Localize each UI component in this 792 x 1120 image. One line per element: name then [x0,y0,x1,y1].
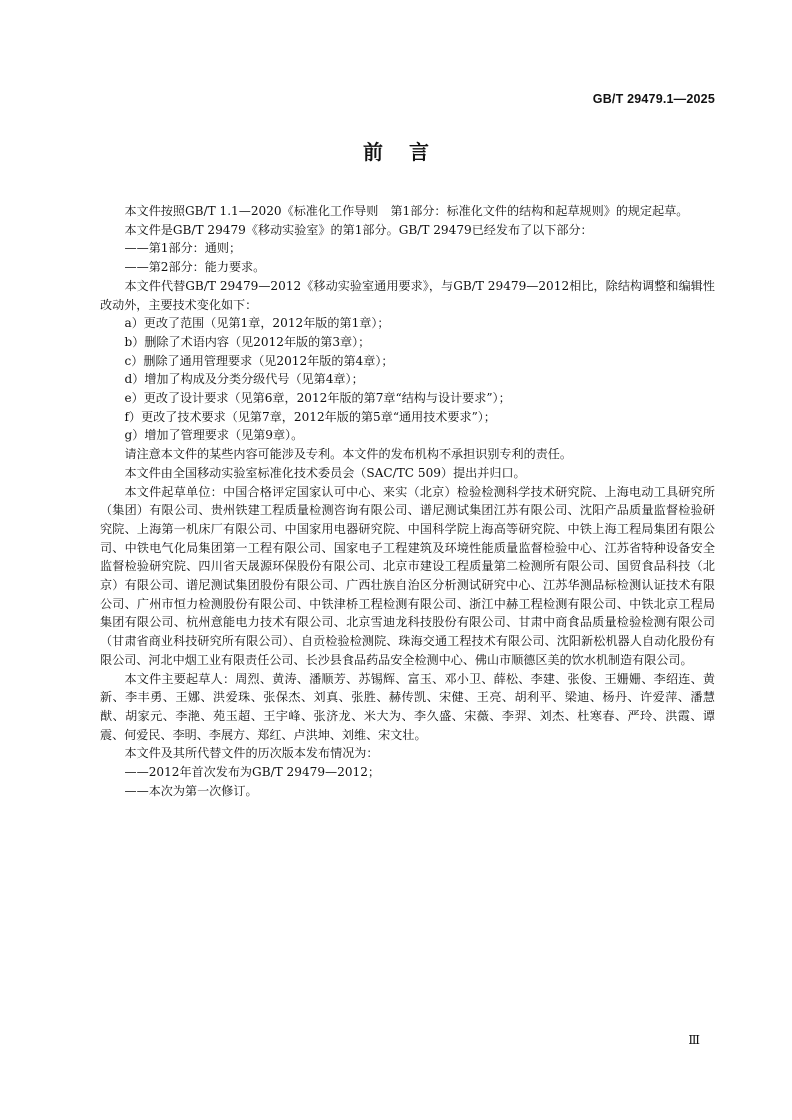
paragraph-committee: 本文件由全国移动实验室标准化技术委员会（SAC/TC 509）提出并归口。 [124,465,526,480]
paragraph-history-intro: 本文件及其所代替文件的历次版本发布情况为： [124,746,379,761]
standard-number: GB/T 29479.1—2025 [592,92,715,106]
paragraph-patent-notice: 请注意本文件的某些内容可能涉及专利。本文件的发布机构不承担识别专利的责任。 [124,447,572,462]
page-number: Ⅲ [688,1033,700,1047]
change-item-e: e）更改了设计要求（见第6章，2012年版的第7章“结构与设计要求”）； [124,391,511,406]
history-item-current: ——本次为第一次修订。 [124,783,258,798]
paragraph-drafters: 本文件主要起草人：周烈、黄涛、潘顺芳、苏锡辉、富玉、邓小卫、薛松、李建、张俊、王姗姗、李绍连、黄新、李丰勇、王娜、洪爱珠、张保杰、刘真、张胜、赫传凯、宋健、王亮、胡利平、梁迪、杨丹、许爱萍、潘慧猷、胡家元、李滟、苑玉超、王宇峰、张济龙、米大为、李久盛、宋薇、李羿、刘杰、杜寒春、严玲、洪霞、谭震、何爱民、李明、李展方、郑红、卢洪坤、刘维、宋文壮。 [100,671,715,742]
list-item-part-1: ——第1部分：通则； [124,241,242,256]
page-title: 前言 [363,140,455,164]
change-item-a: a）更改了范围（见第1章，2012年版的第1章）； [124,316,390,331]
paragraph-replacement: 本文件代替GB/T 29479—2012《移动实验室通用要求》，与GB/T 29479—2012相比，除结构调整和编辑性改动外，主要技术变化如下： [100,278,715,312]
change-item-d: d）增加了构成及分类分级代号（见第4章）； [124,372,364,387]
document-body [100,202,715,801]
change-item-f: f）更改了技术要求（见第7章，2012年版的第5章“通用技术要求”）； [124,409,496,424]
history-item-2012: ——2012年首次发布为GB/T 29479—2012； [124,765,380,780]
paragraph-drafting-units: 本文件起草单位：中国合格评定国家认可中心、来实（北京）检验检测科学技术研究院、上海电动工具研究所（集团）有限公司、贵州铁建工程质量检测咨询有限公司、谱尼测试集团江苏有限公司、沈阳产品质量监督检验研究院、上海第一机床厂有限公司、中国家用电器研究院、中国科学院上海高等研究院、中铁上海工程局集团有限公司、中铁电气化局集团第一工程有限公司、国家电子工程建筑及环境性能质量监督检验中心、江苏省特种设备安全监督检验研究院、四川省天晟源环保股份有限公司、北京市建设工程质量第二检测所有限公司、国贸食品科技（北京）有限公司、谱尼测试集团股份有限公司、广西壮族自治区分析测试研究中心、江苏华测品标检测认证技术有限公司、广州市恒力检测股份有限公司、中铁津桥工程检测有限公司、浙江中赫工程检测有限公司、中铁北京工程局集团有限公司、杭州意能电力技术有限公司、北京雪迪龙科技股份有限公司、甘肃中商食品质量检验检测有限公司（甘肃省商业科技研究所有限公司）、自贡检验检测院、珠海交通工程技术有限公司、沈阳新松机器人自动化股份有限公司、河北中烟工业有限责任公司、长沙县食品药品安全检测中心、佛山市顺德区美的饮水机制造有限公司。 [100,484,715,667]
paragraph-parts-intro: 本文件是GB/T 29479《移动实验室》的第1部分。GB/T 29479已经发布了以下部分： [124,222,593,237]
list-item-part-2: ——第2部分：能力要求。 [124,260,266,275]
change-item-c: c）删除了通用管理要求（见2012年版的第4章）； [124,353,394,368]
paragraph-drafting-rules: 本文件按照GB/T 1.1—2020《标准化工作导则 第1部分：标准化文件的结构和起草规则》的规定起草。 [124,204,689,218]
change-item-g: g）增加了管理要求（见第9章）。 [124,428,304,443]
change-item-b: b）删除了术语内容（见2012年版的第3章）； [124,334,371,349]
